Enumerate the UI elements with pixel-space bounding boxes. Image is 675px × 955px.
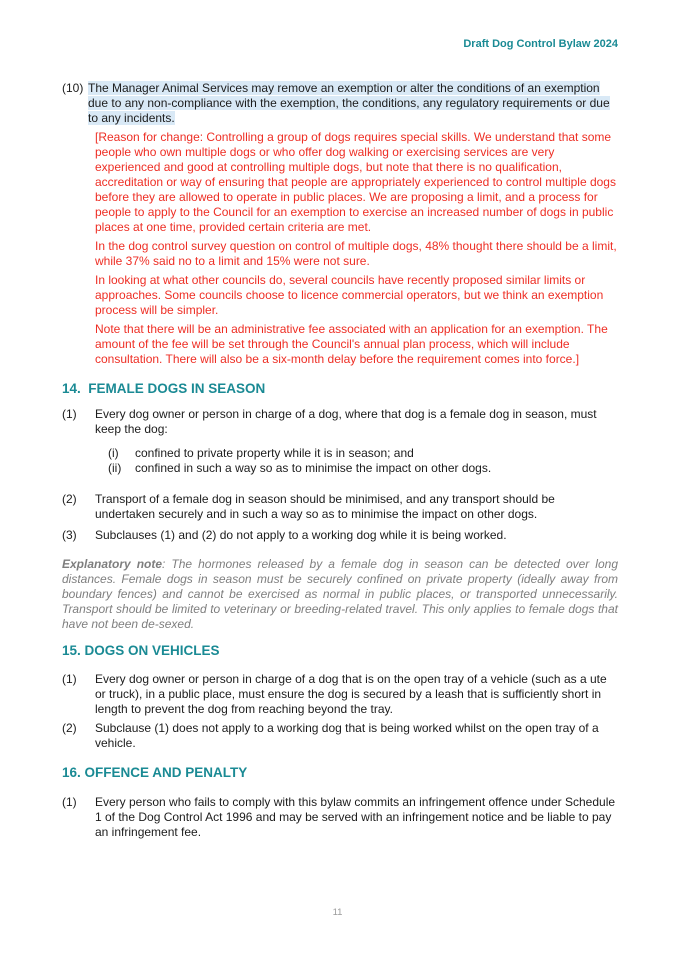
section-16-heading: 16. OFFENCE AND PENALTY <box>62 765 248 780</box>
section-14-clause-1 <box>62 407 618 437</box>
page-number: 11 <box>332 907 343 918</box>
subitem-number: (i) <box>108 446 119 460</box>
section-15 <box>62 643 618 751</box>
section-15-clause-1 <box>62 672 618 717</box>
reason-for-change-block <box>95 130 618 367</box>
section-16-clause-1 <box>62 795 618 840</box>
clause-number: (2) <box>62 492 77 506</box>
section-14 <box>62 381 618 632</box>
clause-text: Every dog owner or person in charge of a dog, where that dog is a female dog in season, must keep the dog: <box>95 407 597 436</box>
document-header-title: Draft Dog Control Bylaw 2024 <box>463 38 618 50</box>
section-16 <box>62 765 618 840</box>
clause-number: (2) <box>62 721 77 735</box>
subitem-number: (ii) <box>108 461 122 475</box>
section-15-clause-2 <box>62 721 618 751</box>
reason-paragraph-2: In the dog control survey question on control of multiple dogs, 48% thought there should be a limit, while 37% said no to a limit and 15% were not sure. <box>95 239 617 268</box>
clause-text: Transport of a female dog in season should be minimised, and any transport should be undertaken securely and in such a way so as to minimise the impact on other dogs. <box>95 492 555 521</box>
document-header <box>62 38 618 51</box>
explanatory-note <box>62 557 618 632</box>
page-footer <box>0 905 675 920</box>
clause-10-number: (10) <box>62 81 84 95</box>
clause-text: Subclause (1) does not apply to a working dog that is being worked whilst on the open tray of a vehicle. <box>95 721 599 750</box>
highlighted-text: The Manager Animal Services may remove an exemption or alter the conditions of an exemption due to any non-compliance with the exemption, the conditions, any regulatory requirements or due to any incidents. <box>88 81 610 125</box>
section-14-clause-1-subitems <box>108 446 618 476</box>
clause-number: (1) <box>62 795 77 809</box>
explanatory-note-label: Explanatory note <box>62 557 163 571</box>
reason-paragraph-1: [Reason for change: Controlling a group of dogs requires special skills. We understand that some people who own multiple dogs or who offer dog walking or exercising services are very experienced and good at controlling multiple dogs, but note that there is no qualification, accreditation or way of ensuring that people are appropriately experienced to control multiple dogs before they are allowed to operate in public places. We are proposing a limit, and a process for people to apply to the Council for an exemption to exercise an increased number of dogs in public places at one time, provided certain criteria are met. <box>95 130 616 234</box>
reason-paragraph-4: Note that there will be an administrative fee associated with an application for an exemption. The amount of the fee will be set through the Council's annual plan process, which will include consultation. There will also be a six-month delay before the requirement comes into force.] <box>95 322 608 366</box>
section-14-clause-3 <box>62 528 618 543</box>
clause-number: (1) <box>62 407 77 421</box>
subitem-text: confined in such a way so as to minimise the impact on other dogs. <box>135 461 492 475</box>
clause-10-text <box>88 81 618 126</box>
clause-number: (3) <box>62 528 77 542</box>
subitem-i <box>108 446 618 461</box>
clause-number: (1) <box>62 672 77 686</box>
clause-text: Subclauses (1) and (2) do not apply to a working dog while it is being worked. <box>95 528 507 542</box>
clause-text: Every dog owner or person in charge of a dog that is on the open tray of a vehicle (such as a ute or truck), in a public place, must ensure the dog is secured by a leash that is sufficiently short in length to prevent the dog from reaching beyond the tray. <box>95 672 607 716</box>
explanatory-note-text: : The hormones released by a female dog in season can be detected over long distances. Female dogs in season must be securely confined on private property (ideally away from boundary fences) and cannot be exercised as normal in public places, or transported unnecessarily. Transport should be limited to veterinary or breeding-related travel. This only applies to female dogs that have not been de-sexed. <box>62 557 618 631</box>
section-14-heading: 14. FEMALE DOGS IN SEASON <box>62 381 266 396</box>
reason-paragraph-3: In looking at what other councils do, several councils have recently proposed similar limits or approaches. Some councils choose to licence commercial operators, but we think an exemption process will be simpler. <box>95 273 604 317</box>
subitem-text: confined to private property while it is in season; and <box>135 446 414 460</box>
section-14-clause-2 <box>62 492 618 522</box>
clause-10 <box>62 81 618 126</box>
section-15-heading: 15. DOGS ON VEHICLES <box>62 643 220 658</box>
clause-text: Every person who fails to comply with this bylaw commits an infringement offence under Schedule 1 of the Dog Control Act 1996 and may be served with an infringement notice and be liable to pay an infringement fee. <box>95 795 616 839</box>
subitem-ii <box>108 461 618 476</box>
